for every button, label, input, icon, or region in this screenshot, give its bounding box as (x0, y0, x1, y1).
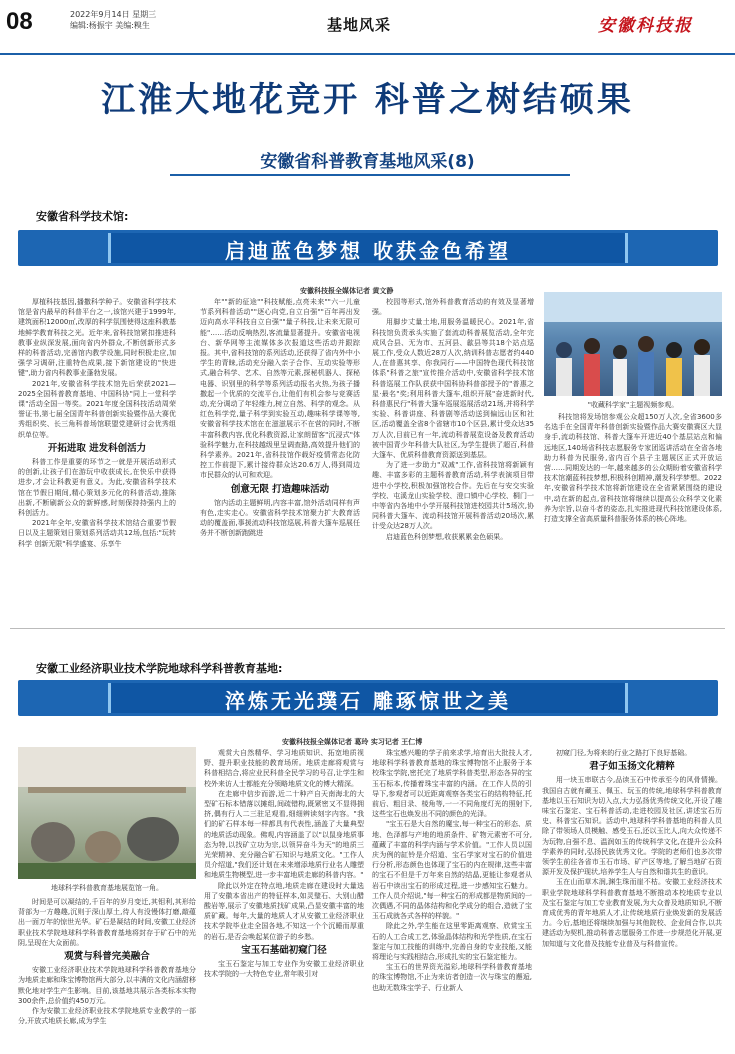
paragraph: 用脚步丈量土地,用服务温暖民心。2021年,省科技馆负责承头实施了套流动科普展览活动,全年完成风合县、无为市、五河县、歙县等共18个站点巡展工作,受众人数近28万人次,纳训科普志愿者约440人,在普惠其享、你我同行——中国特色现代科技馆体系"科普之旅"宣传推介活动中,安徽省科学技术馆科普巡展工作队获获中国科协科普部授予的"普惠之星·最名"奖;利用科普大篷车,组织开展"奋进新时代,科普惠民行"科普大篷车巡展巡展活动21场,并将科学实验、科普讲座、科普剧等活动送到偏远山区和社区,活动覆盖全省8个省辖市10个区县,累计受众达35万人次,目前已有一年,流动科普展览设备及教育活动被中国青少年科普大队社区,为学生提供了超百,科普大篷车、优质科普教育资源送到基层。 (372, 318, 534, 460)
article2-column-1 (18, 897, 196, 1047)
article2-column-4 (542, 748, 722, 1048)
article-divider (10, 628, 725, 629)
paragraph: 2021年,安徽省科学技术馆先后荣获2021—2025全国科普教育基地、中国科协"同上一堂科学课"活动全国一等奖。2021年度全国科技活动周荣誉证书,第七届全国青年科普创新实验暨作品大赛优秀组织奖、长三角科普场馆联盟党建研讨会优秀组织单位等。 (18, 379, 176, 439)
paragraph: 宝玉石的世界资光溢彩,地球科学科普教育基地的珠宝博物馆,不止为来访者创造一次与珠宝的邂逅,也助无数珠宝学子、行业新人 (372, 963, 532, 992)
paragraph: 安徽工业经济职业技术学院地球科学科普教育基地分为地质走廊和珠宝博物馆两大部分,以丰满的文化内涵甜移默化地对学生产生影响。目前,该基地共展示各类标本实物300余件,总价值约450万元。 (18, 966, 196, 1005)
article1-column-2 (200, 297, 360, 622)
article1-title-banner (18, 230, 718, 266)
article2-title: 淬炼无光璞石 雕琢惊世之美 (225, 689, 511, 713)
paragraph: 启迪蓝色科创梦想,收获累累金色硕果。 (386, 532, 508, 541)
subheading: 开拓进取 进发科创活力 (47, 442, 147, 454)
article2-photo-caption: 地球科学科普教育基地展览馆一角。 (51, 884, 163, 892)
paragraph: 年""新的征途""科技赋能,点亮未来""六一儿童节系列科普活动""逐心向党,自立自强""百年再出发 迈向高水平科技自立自强""量子科技,让未来无限可能"……活动反响热烈,客流量显著提升。安徽省电视台、新华网等主流媒体多次报道这些活动并跟踪报。其中,省科技馆的系列活动,还获得了省内外中小学生的青睐,活动充分融入亲子合作、互动实验等形式,融合科学、艺术、自然等元素,探秘机器人、探秘电器、识别里的科学等系列活动报名火热,为孩子播撒起一个优质的交流平台,让他们有机会参与竞赛活动,充分调动了年轻维力,树立自然、科学的观念。从红色科学党,量子科学到实验互动,趣味科学课等等,安徽省科学技术馆在在滋滋展示不在营的同时,不断丰富科教内容,优化科教资源,让家朗留客"沉浸式"体验科学魅力,在科技越级里呈调查路,高效提升他们的科学素养。2021年,省科技馆作载好疫情常态化防控工作前提下,累计接待群众达20.6万人,得到周边市民群众的认可和欢迎。 (200, 298, 360, 480)
subheading: 宝玉石基础初窥门径 (241, 944, 327, 956)
section-title: 基地风采 (327, 16, 392, 34)
article1-byline: 安徽科技报全媒体记者 黄文静 (300, 287, 394, 295)
exhibition-hall-image (18, 747, 196, 879)
paragraph: 除此以外定在特点地,地质走廊在建设时大量选用了安徽本省出产的特征样本,如灵璧石、大别山醋酸岩等,展示了安徽地质找矿成果,凸显安徽丰富的地质矿藏。每年,大量的地质人才从安徽工业经济职业技术学院毕业走全国各地,不知这一个个沉睡而厚重的岩石,是否会唤起某位游子的乡愁。 (204, 881, 364, 941)
article1-photo (544, 292, 722, 396)
header-rule (0, 53, 735, 55)
paragraph: 为了进一步助力"双减"工作,省科技馆将新颖有趣、丰富多彩的主题科普教育活动,科学表演项目带进中小学校,积极加强馆校合作。先后在与安交实验学校、屯溪龙山实验学校、澄口镇中心学校、桐门一中等省内各地中小学开展科技馆进校园共计5场次,协同科普大篷车、流动科技馆开展科普活动20场次,累计受众达28万人次。 (372, 461, 534, 531)
paragraph: 用一块玉串联古今,品读玉石中传承至今的风骨情操。我国自古就有藏玉、佩玉、玩玉的传统,地球科学科普教育基地以玉石知识为切入点,大力弘扬优秀传统文化,开设了趣味宝石鉴定、宝石科普活动,走进校园及社区,讲述宝石历史、科普宝石知识。活动中,地球科学科普基地的科普人员除了带领场人员模触、感受玉石,还以玉比人,向大众传递不为玩物,自强不息、温润如玉的传统科学文化,在提升公众科学素养的同时,弘扬民族优秀文化。学院的老师们也多次带领学生前往各省市玉石市场、矿产区等地,了解当地矿石资源开发及保护现状,培养学生人与自然和谐共生的意识。 (542, 776, 722, 877)
crowd-photo-image (544, 292, 722, 396)
article2-org-label: 安徽工业经济职业技术学院地球科学科普教育基地: (36, 662, 283, 675)
article2-photo (18, 747, 196, 879)
paragraph: 观赏大自然精华、学习地质知识、拓宽地质视野、提升职业技能的教育场所。地质走廊将观赏与科普相结合,将应业民科普全民学习的号召,让学生和校外来访人士都能充分领略地质文化的博大精深。 (204, 749, 364, 788)
paragraph: 玉在山而草木润,渊生珠而崖不枯。安徽工业经济技术职业学院地球科学科普教育基地不断推动本校地质专业以及宝石鉴定与加工专业教育发展,为大众普及地质知识,不断育成优秀的青年地质人才,让传统地质行业焕发新的发展活力。今后,基地还将继续加强与其他院校、企业间合作,以共建活动为契机,推动科普志愿服务工作进一步规范化开展,更加知道与文化普及技能专业普及与科普宣传。 (542, 878, 722, 948)
subheading: 君子如玉扬文化精粹 (589, 761, 675, 773)
paragraph: 校园等形式,馆外科普教育活动的有效及显著增强。 (372, 298, 534, 317)
article1-org-label: 安徽省科学技术馆: (36, 210, 129, 223)
article1-column-1 (18, 297, 176, 622)
subheading: 创意无限 打造趣味活动 (230, 483, 330, 495)
paragraph: 馆内活动主题鲜明,内容丰富,馆外活动同样有声有色,走实走心。安徽省科学技术馆聚力扩大教育活动的覆盖面,事援流动科技馆巡展,科普大篷车巡展任务并不断创新跑跳进 (200, 498, 360, 538)
main-headline: 江淮大地花竞开 科普之树结硕果 (101, 80, 634, 120)
article2-column-2 (204, 748, 364, 1048)
article2-byline: 安徽科技报全媒体记者 葛玲 实习记者 王仁博 (282, 738, 423, 746)
subheading: 观赏与科普完美融合 (64, 951, 150, 963)
editor-credits: 编辑:杨振宇 美编:糗生 (70, 21, 150, 30)
paragraph: 厚植科技基因,播撒科学种子。安徽省科学技术馆是省内最早的科普平台之一,该馆兴建于1999年,建筑面积12000㎡,改厚的科学氛围使得这座科教基地鲜学教育科技之光。近年来,省科技馆紧扣推进科教事业纵深发展,面向省内外群众,不断创新形式多样的科普活动,完善馆内教学设施,同时积极走应,加强学习调研,注重特色成果,接下新馆建设的"快进键",助力省内科教事业蓬勃发展。 (18, 298, 176, 378)
paragraph: 科技馆将发场馆参观公众超150万人次,全省3600多名选手在全国青年科普创新实验暨作品大赛安徽赛区大显身手,流动科技馆、科普大篷车开进近40个基层站点和偏远地区,140场省科技志愿服务专家团巡讲活动在全省各地助力科普为民服务,省内百个县子主题展区正式开放运营……同期发达的一年,越来越多的公众期盼着安徽省科学技术馆潮蓝科技梦想,积极科创精神,潮发科学梦想。2022年,安徽省科学技术馆将新馆建设在全省紧紧围绕的建设中,动在新的起点,省科技馆将继续以提高公众科学文化素养为宗旨,以奋斗者的姿态,扎实推进现代科技馆建设体系,打造支撑全省高质量科普服务体系的核心阵地。 (544, 413, 722, 524)
paragraph: "宝玉石是大自然的魔宝,每一种宝石的形态、质地、色泽都与产地的地质条件、矿物元素密不可分,蕴藏了丰富的科学内涵与学术价值。"工作人员以国庆为例的缸铃是介绍道、宝石学家对宝石的价值进行分析,形态颜色也体现了宝石的内在规律,这些丰富的宝石不但是千万年来自然的结晶,更能让参观者从岩石中读出宝石的形成过程,进一步感知宝石魅力。工作人员介绍说,"每一种宝石的形成都是物质间的一次偶遇,不同的晶体结构和化学成分的组合,造就了宝玉石成就各式各样的样貌。" (372, 820, 532, 921)
article1-title: 启迪蓝色梦想 收获金色希望 (225, 239, 511, 263)
article1-photo-caption: "收藏科学家"主题视频参观。 (587, 401, 679, 409)
paragraph: 初窥门径,为将来的行业之路打下良好基础。 (556, 749, 692, 757)
article2-column-3 (372, 748, 532, 1048)
issue-date: 2022年9月14日 星期三 (70, 10, 157, 19)
paragraph: 时间是可以凝结的,千百年的岁月变迁,其钼利,其形给背部为一方趣趣,沉则于深山厚土,待人有没慢体打磨,敲蕴出一面万年的惊世光华。矿石是凝结的时间,安徽工业经济职业技术学院地球科学科普教育基地将封存于矿石中的光阴,呈现在大众面前。 (18, 898, 196, 947)
article1-column-4 (544, 412, 722, 622)
paragraph: 作为安徽工业经济职业技术学院地质专业教学的一部分,开放式地质长廊,成为学生 (18, 1007, 196, 1026)
paragraph: 2021年全年,安徽省科学技术馆结合重要节假日以及主题策划日策划系列活动共12场,包括:"玩转科学 创新无限"科学盛宴、乐享牛 (18, 519, 176, 548)
main-subhead: 安徽省科普教育基地风采(8) (260, 152, 475, 172)
paragraph: 科普工作是重要的环节之一就是开展活动形式的创新,让孩子们在游玩中收获成长,在快乐中获得进步,才会让科教更有意义。为此,安徽省科学技术馆在节假日期间,精心策划多元化的科普活动,推陈出新,不断刷新公众的新鲜感,时刻保持持强内上的科创活力。 (18, 458, 176, 518)
masthead-logo: 安徽科技报 (598, 16, 693, 36)
article1-column-3 (372, 297, 534, 622)
header-meta (70, 9, 156, 31)
paragraph: 在走廊中信步而游,近二十种产自天南海北的大型矿石标本错落以摊组,间疏错构,既紧密又不显得拥挤,偶有行人二三驻足观看,细细辨读刻字内容。"我们的矿石样本每一样都具有代表性,涵盖了大量典型的地质活动现象。佛观,内容涵盖了以"以鼠身地质事态为特,以找矿立功为宗,以领异奋斗为天"的地质三光荣精神、充分融合矿石知识与地质文化。"工作人员介绍道,"我们还计划在未来增添地质行业名人雕塑和地质生物模型,进一步丰富地质走廊的科普内容。" (204, 789, 364, 880)
article2-title-banner (18, 680, 718, 716)
paragraph: 珠宝感兴趣的学子前来求学,培育出大批技人才,地球科学科普教育基地的珠宝博物馆不止服务于本校珠宝学院,密托完了地质学科普类型,形态各异的宝玉石标本,传播着珠宝丰富的内涵。在工作人员的引导下,参观者可以近距离观察各类宝石的结构特征,托前后、粗目录、棱角等,一一不同角度灯光的照射下,这些宝石也焕发出不同的颜色的光泽。 (372, 749, 532, 819)
subhead-underline (170, 174, 570, 176)
page-number: 08 (6, 8, 33, 35)
paragraph: 宝玉石鉴定与加工专业作为安徽工业经济职业技术学院的一大特色专业,常年吸引对 (204, 960, 364, 979)
paragraph: 除此之外,学生能在这里零距离观察、欣赏宝玉石的人工合成工艺,体验晶体结构和光学性质,在宝石鉴定与加工技能的训练中,完善自身的专业技能,又能将理论与实践相结合,形成扎实的宝石鉴定能力。 (372, 922, 532, 962)
